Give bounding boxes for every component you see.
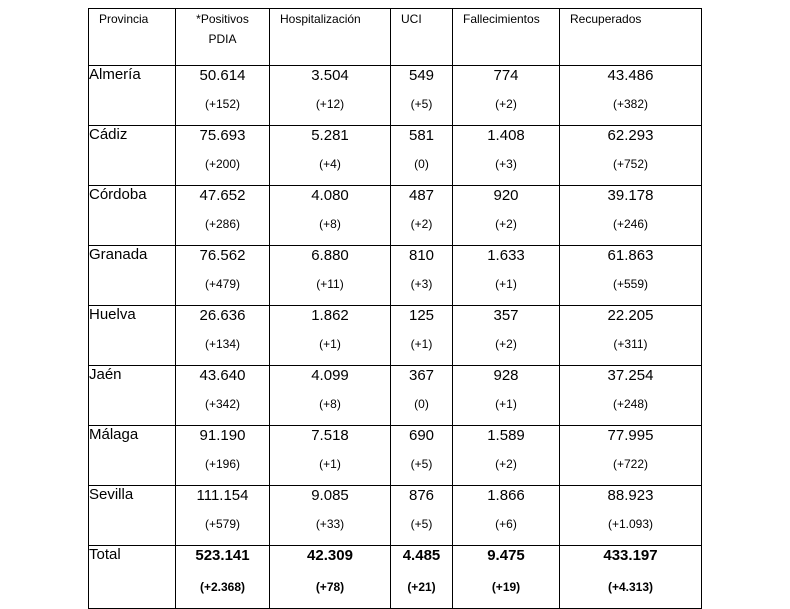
uci-delta: (0): [414, 397, 429, 411]
uci-cell: [391, 66, 453, 126]
hospitalizacion-cell: [270, 66, 391, 126]
uci-delta: (+3): [410, 277, 433, 291]
positivos-value: 50.614: [199, 67, 246, 84]
fallecimientos-delta: (+6): [495, 517, 517, 531]
table-row: [89, 366, 702, 426]
province-name: Almería: [89, 66, 176, 126]
recuperados-value: 62.293: [607, 127, 654, 144]
table-row: [89, 306, 702, 366]
hospitalizacion-cell: [270, 306, 391, 366]
fallecimientos-cell: [453, 126, 560, 186]
hospitalizacion-cell: [270, 126, 391, 186]
positivos-cell: [176, 66, 270, 126]
positivos-value: 43.640: [199, 367, 246, 384]
uci-cell: [391, 306, 453, 366]
header-provincia: Provincia: [89, 9, 176, 66]
hospitalizacion-value: 5.281: [311, 127, 349, 144]
hospitalizacion-cell: [270, 546, 391, 609]
uci-value: 549: [408, 67, 435, 84]
recuperados-value: 22.205: [607, 307, 654, 324]
uci-delta: (0): [414, 157, 429, 171]
table-body: [89, 66, 702, 609]
fallecimientos-delta: (+2): [495, 337, 517, 351]
uci-value: 367: [408, 367, 435, 384]
recuperados-cell: [560, 546, 702, 609]
hospitalizacion-cell: [270, 486, 391, 546]
uci-cell: [391, 366, 453, 426]
fallecimientos-delta: (+1): [495, 277, 517, 291]
fallecimientos-delta: (+2): [495, 97, 517, 111]
total-row: [89, 546, 702, 609]
uci-delta: (+5): [410, 97, 433, 111]
province-name: Córdoba: [89, 186, 176, 246]
positivos-value: 76.562: [199, 247, 246, 264]
positivos-delta: (+479): [204, 277, 241, 291]
hospitalizacion-cell: [270, 246, 391, 306]
province-name: Granada: [89, 246, 176, 306]
positivos-delta: (+2.368): [199, 580, 246, 594]
fallecimientos-cell: [453, 186, 560, 246]
hospitalizacion-delta: (+4): [319, 157, 341, 171]
recuperados-cell: [560, 126, 702, 186]
recuperados-delta: (+311): [613, 337, 648, 351]
recuperados-delta: (+246): [612, 217, 649, 231]
recuperados-delta: (+1.093): [607, 517, 654, 531]
hospitalizacion-delta: (+8): [319, 397, 341, 411]
fallecimientos-cell: [453, 486, 560, 546]
positivos-cell: [176, 366, 270, 426]
recuperados-delta: (+4.313): [607, 580, 654, 594]
positivos-cell: [176, 426, 270, 486]
positivos-value: 26.636: [199, 307, 246, 324]
table-row: [89, 486, 702, 546]
table-row: [89, 186, 702, 246]
hospitalizacion-cell: [270, 186, 391, 246]
hospitalizacion-value: 42.309: [307, 547, 353, 564]
total-label: Total: [89, 546, 176, 609]
hospitalizacion-cell: [270, 426, 391, 486]
recuperados-cell: [560, 66, 702, 126]
hospitalizacion-value: 4.099: [311, 367, 349, 384]
uci-value: 4.485: [402, 547, 441, 564]
uci-delta: (+1): [410, 337, 433, 351]
recuperados-delta: (+248): [612, 397, 649, 411]
fallecimientos-value: 357: [493, 307, 519, 324]
fallecimientos-cell: [453, 66, 560, 126]
header-uci: UCI: [391, 9, 453, 66]
recuperados-delta: (+559): [612, 277, 649, 291]
positivos-delta: (+200): [204, 157, 241, 171]
uci-value: 876: [408, 487, 435, 504]
uci-delta: (+2): [410, 217, 433, 231]
hospitalizacion-delta: (+33): [315, 517, 345, 531]
positivos-delta: (+286): [204, 217, 241, 231]
positivos-value: 111.154: [196, 487, 249, 504]
header-hospitalizacion: Hospitalización: [270, 9, 391, 66]
positivos-cell: [176, 546, 270, 609]
province-name: Huelva: [89, 306, 176, 366]
uci-value: 581: [408, 127, 435, 144]
covid-data-table: [88, 8, 702, 609]
positivos-delta: (+342): [204, 397, 241, 411]
positivos-value: 75.693: [199, 127, 246, 144]
positivos-delta: (+579): [204, 517, 241, 531]
fallecimientos-value: 920: [493, 187, 519, 204]
recuperados-cell: [560, 486, 702, 546]
positivos-cell: [176, 246, 270, 306]
uci-delta: (+21): [407, 580, 436, 594]
fallecimientos-delta: (+19): [491, 580, 521, 594]
positivos-value: 523.141: [195, 547, 250, 564]
table-row: [89, 426, 702, 486]
fallecimientos-cell: [453, 546, 560, 609]
hospitalizacion-value: 6.880: [311, 247, 349, 264]
recuperados-value: 433.197: [603, 547, 658, 564]
table-row: [89, 66, 702, 126]
positivos-delta: (+196): [204, 457, 241, 471]
uci-cell: [391, 246, 453, 306]
uci-delta: (+5): [410, 517, 433, 531]
table-row: [89, 246, 702, 306]
hospitalizacion-value: 1.862: [311, 307, 349, 324]
fallecimientos-delta: (+2): [495, 457, 517, 471]
positivos-value: 91.190: [199, 427, 246, 444]
fallecimientos-value: 774: [493, 67, 519, 84]
province-name: Jaén: [89, 366, 176, 426]
header-fallecimientos: Fallecimientos: [453, 9, 560, 66]
recuperados-delta: (+382): [612, 97, 649, 111]
recuperados-value: 61.863: [607, 247, 654, 264]
header-positivos-label: *Positivos: [196, 12, 249, 26]
recuperados-cell: [560, 366, 702, 426]
fallecimientos-value: 928: [493, 367, 519, 384]
fallecimientos-delta: (+3): [495, 157, 517, 171]
uci-value: 125: [408, 307, 435, 324]
header-row: [89, 9, 702, 66]
hospitalizacion-value: 4.080: [311, 187, 349, 204]
province-name: Sevilla: [89, 486, 176, 546]
fallecimientos-value: 1.866: [487, 487, 525, 504]
recuperados-value: 77.995: [607, 427, 654, 444]
positivos-cell: [176, 486, 270, 546]
recuperados-cell: [560, 246, 702, 306]
uci-cell: [391, 426, 453, 486]
positivos-cell: [176, 186, 270, 246]
fallecimientos-value: 9.475: [487, 547, 525, 564]
recuperados-value: 88.923: [607, 487, 654, 504]
uci-cell: [391, 126, 453, 186]
hospitalizacion-delta: (+1): [319, 457, 341, 471]
hospitalizacion-value: 7.518: [311, 427, 349, 444]
fallecimientos-value: 1.589: [487, 427, 525, 444]
recuperados-delta: (+722): [612, 457, 649, 471]
uci-cell: [391, 186, 453, 246]
hospitalizacion-delta: (+78): [315, 580, 345, 594]
positivos-delta: (+152): [204, 97, 241, 111]
fallecimientos-delta: (+2): [495, 217, 517, 231]
province-name: Málaga: [89, 426, 176, 486]
uci-value: 810: [408, 247, 435, 264]
uci-cell: [391, 486, 453, 546]
hospitalizacion-value: 9.085: [311, 487, 349, 504]
uci-delta: (+5): [410, 457, 433, 471]
header-positivos-sub: PDIA: [208, 32, 237, 46]
hospitalizacion-delta: (+1): [319, 337, 341, 351]
fallecimientos-value: 1.408: [487, 127, 525, 144]
fallecimientos-value: 1.633: [487, 247, 525, 264]
recuperados-cell: [560, 186, 702, 246]
positivos-cell: [176, 306, 270, 366]
hospitalizacion-delta: (+12): [315, 97, 345, 111]
fallecimientos-cell: [453, 306, 560, 366]
recuperados-value: 37.254: [607, 367, 654, 384]
fallecimientos-cell: [453, 426, 560, 486]
header-positivos: [176, 9, 270, 66]
table-row: [89, 126, 702, 186]
fallecimientos-cell: [453, 246, 560, 306]
header-recuperados: Recuperados: [560, 9, 702, 66]
province-name: Cádiz: [89, 126, 176, 186]
uci-cell: [391, 546, 453, 609]
fallecimientos-delta: (+1): [495, 397, 517, 411]
positivos-delta: (+134): [204, 337, 241, 351]
recuperados-value: 43.486: [607, 67, 654, 84]
uci-value: 487: [408, 187, 435, 204]
recuperados-cell: [560, 306, 702, 366]
hospitalizacion-cell: [270, 366, 391, 426]
positivos-value: 47.652: [199, 187, 246, 204]
fallecimientos-cell: [453, 366, 560, 426]
uci-value: 690: [408, 427, 435, 444]
recuperados-value: 39.178: [607, 187, 654, 204]
recuperados-delta: (+752): [612, 157, 649, 171]
hospitalizacion-delta: (+8): [319, 217, 341, 231]
hospitalizacion-value: 3.504: [311, 67, 349, 84]
recuperados-cell: [560, 426, 702, 486]
positivos-cell: [176, 126, 270, 186]
hospitalizacion-delta: (+11): [316, 277, 344, 291]
